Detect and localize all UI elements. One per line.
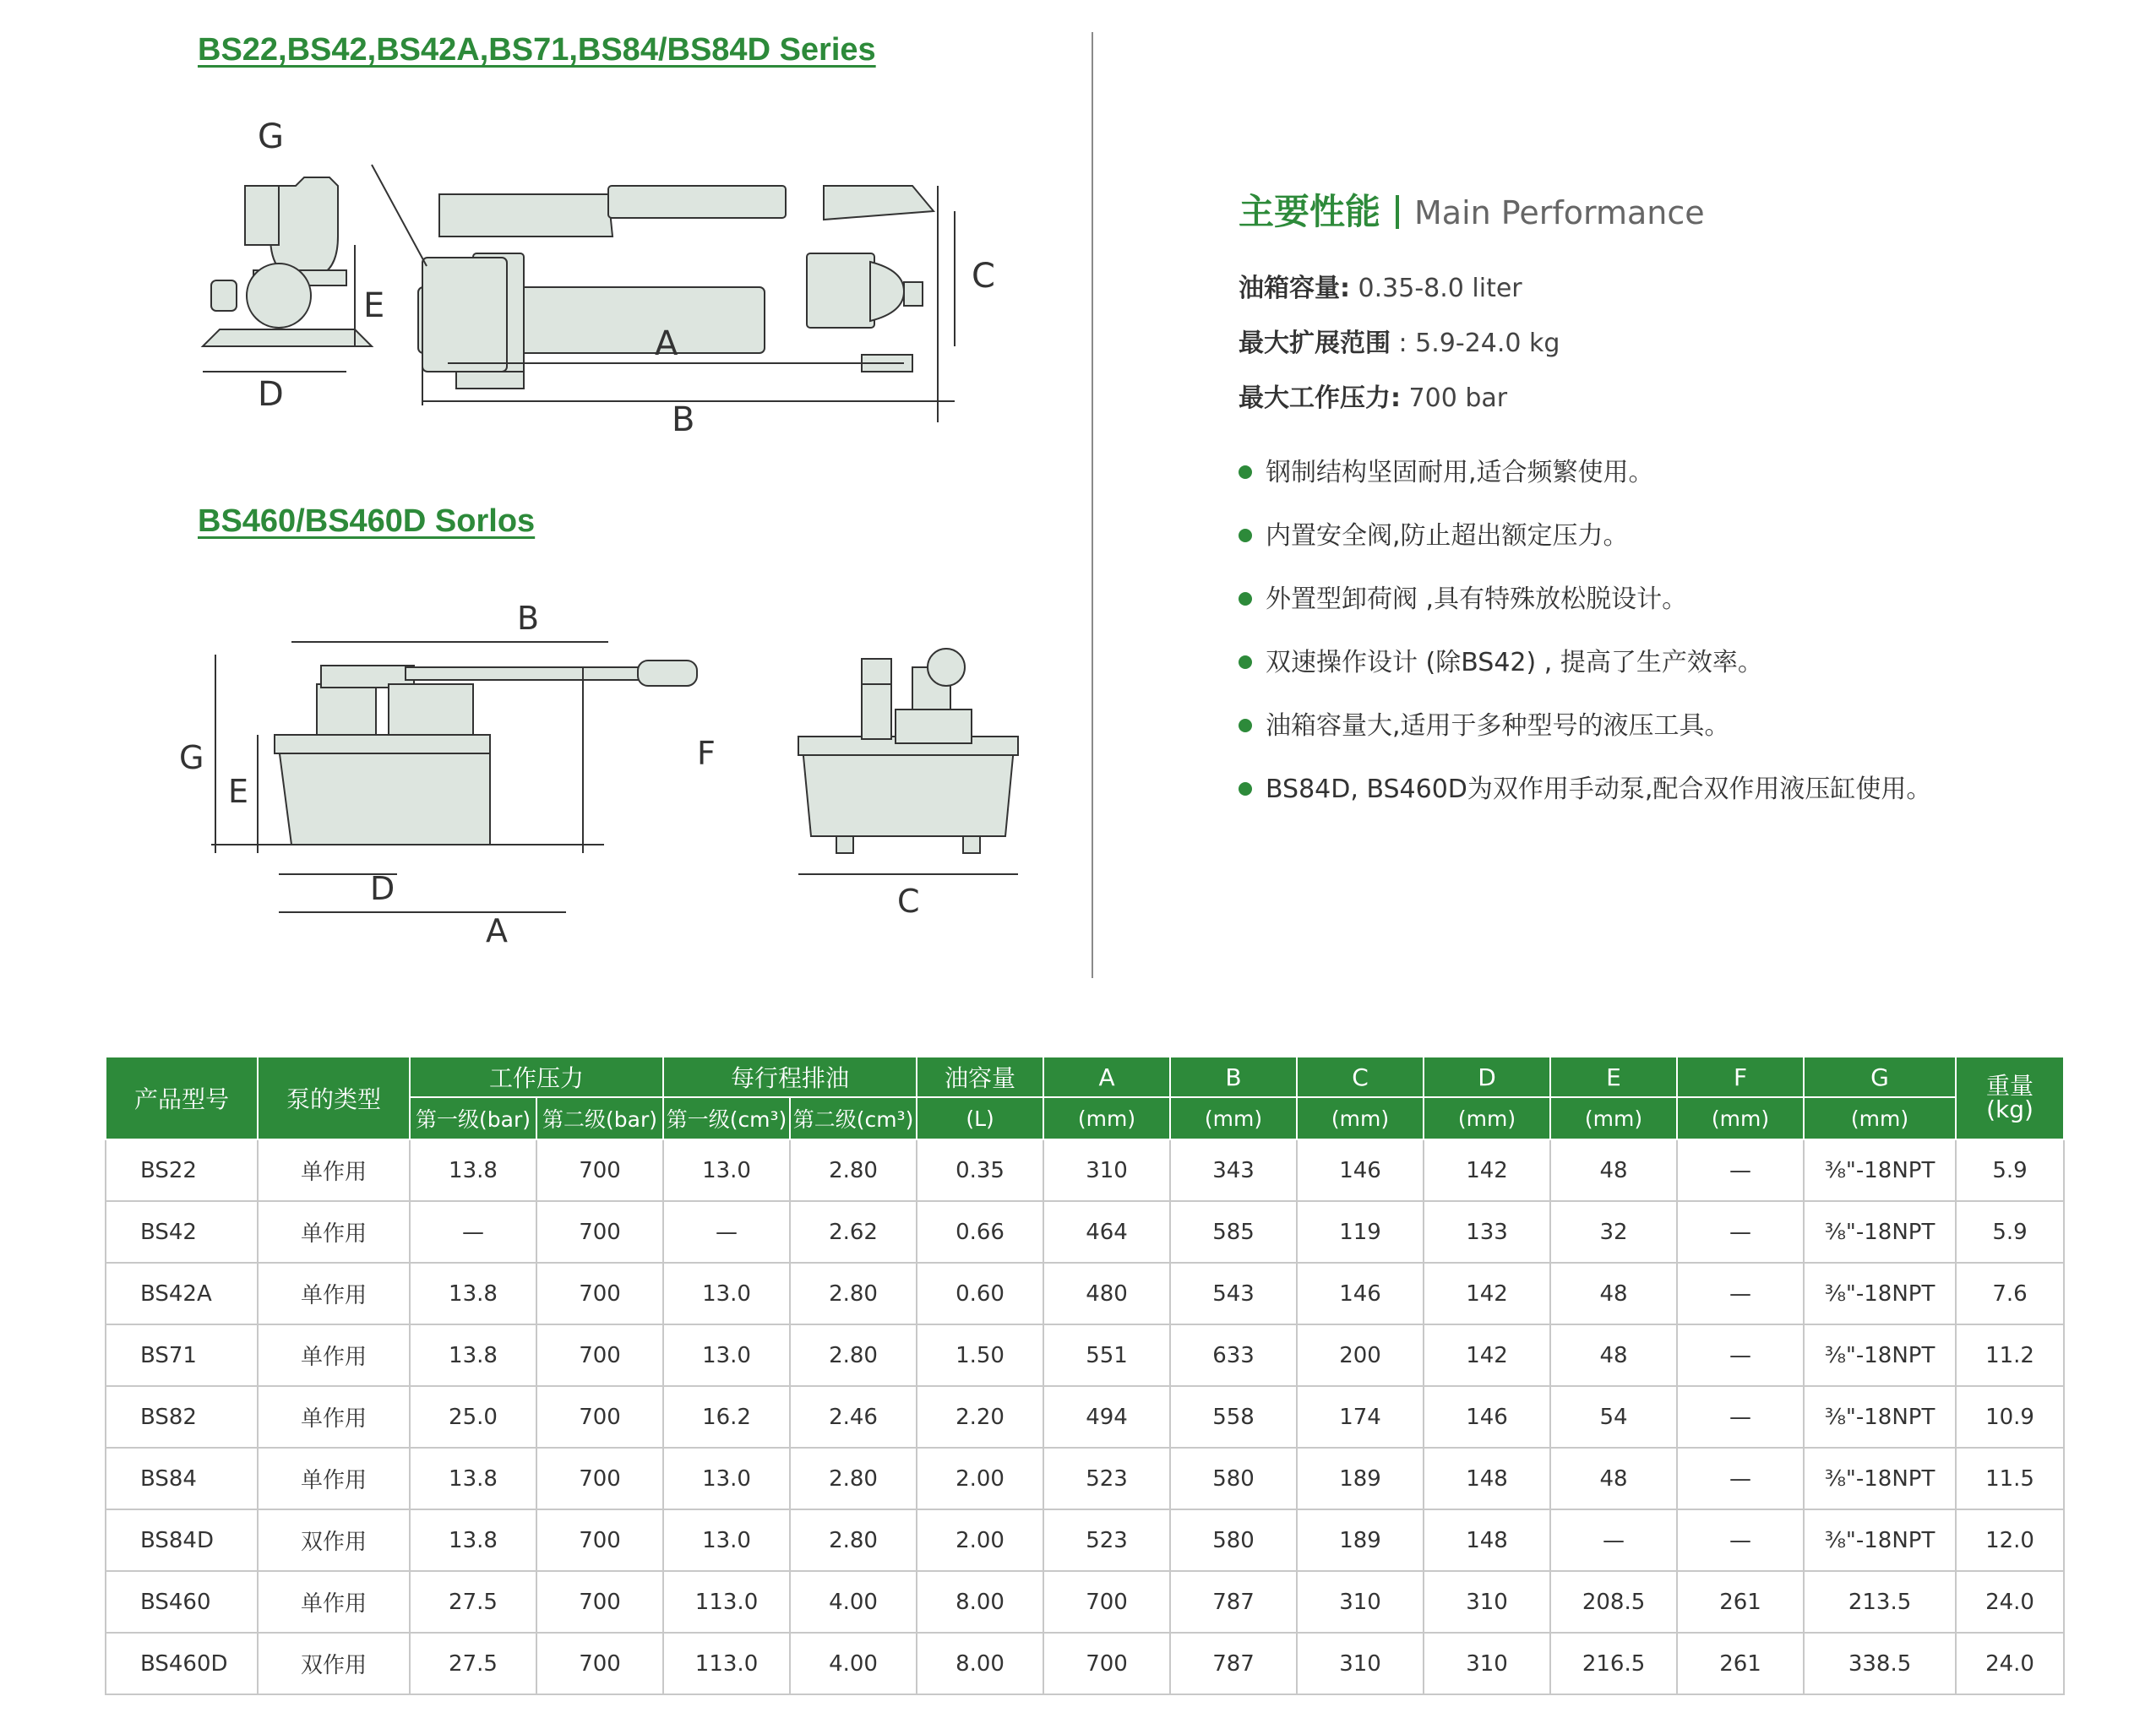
table-cell: 25.0 xyxy=(410,1386,536,1448)
table-cell: 4.00 xyxy=(790,1633,917,1694)
table-cell: 200 xyxy=(1297,1324,1424,1386)
table-cell: 146 xyxy=(1297,1263,1424,1324)
header-oil: 油容量 xyxy=(917,1057,1043,1097)
table-cell: 11.5 xyxy=(1956,1448,2064,1509)
table-cell: 523 xyxy=(1043,1448,1170,1509)
header-e-unit: (mm) xyxy=(1550,1097,1677,1139)
table-cell: 13.0 xyxy=(663,1324,790,1386)
table-cell: 148 xyxy=(1424,1509,1550,1571)
header-type: 泵的类型 xyxy=(258,1057,410,1139)
vertical-divider xyxy=(1092,32,1093,978)
dim-label-g2: G xyxy=(179,739,204,776)
header-a-unit: (mm) xyxy=(1043,1097,1170,1139)
table-cell: 700 xyxy=(1043,1633,1170,1694)
table-cell: 142 xyxy=(1424,1263,1550,1324)
header-pressure: 工作压力 xyxy=(410,1057,663,1097)
table-cell: 787 xyxy=(1170,1633,1297,1694)
table-cell: 5.9 xyxy=(1956,1139,2064,1201)
table-cell: — xyxy=(1677,1324,1804,1386)
table-cell: 146 xyxy=(1424,1386,1550,1448)
table-cell: 580 xyxy=(1170,1448,1297,1509)
table-row xyxy=(106,1263,2064,1324)
header-oil-unit: (L) xyxy=(917,1097,1043,1139)
table-cell: 13.8 xyxy=(410,1263,536,1324)
table-cell: 2.46 xyxy=(790,1386,917,1448)
table-cell: 700 xyxy=(536,1201,663,1263)
table-cell: 单作用 xyxy=(258,1571,410,1633)
spec-max-pressure: 最大工作压力: 700 bar xyxy=(1239,383,1508,413)
performance-heading-cn: 主要性能 xyxy=(1239,191,1381,232)
table-cell: — xyxy=(663,1201,790,1263)
table-cell: 单作用 xyxy=(258,1263,410,1324)
table-cell: 580 xyxy=(1170,1509,1297,1571)
spec-oil-capacity: 油箱容量: 0.35-8.0 liter xyxy=(1239,274,1522,303)
table-cell: 543 xyxy=(1170,1263,1297,1324)
table-cell: 2.80 xyxy=(790,1448,917,1509)
table-cell: 2.20 xyxy=(917,1386,1043,1448)
header-d2: 第二级(cm³) xyxy=(790,1097,917,1139)
table-cell: BS82 xyxy=(106,1386,258,1448)
table-cell: 310 xyxy=(1424,1633,1550,1694)
table-cell: 2.80 xyxy=(790,1139,917,1201)
table-cell: 48 xyxy=(1550,1263,1677,1324)
dim-label-a2: A xyxy=(486,912,508,949)
header-displacement: 每行程排油 xyxy=(663,1057,917,1097)
table-cell: 338.5 xyxy=(1804,1633,1956,1694)
table-cell: 2.00 xyxy=(917,1448,1043,1509)
table-cell: — xyxy=(1677,1263,1804,1324)
table-cell: 261 xyxy=(1677,1633,1804,1694)
table-cell: BS71 xyxy=(106,1324,258,1386)
table-cell: 24.0 xyxy=(1956,1571,2064,1633)
table-cell: BS460 xyxy=(106,1571,258,1633)
table-cell: 700 xyxy=(536,1448,663,1509)
table-cell: ⅜"-18NPT xyxy=(1804,1448,1956,1509)
dim-label-b2: B xyxy=(517,600,540,637)
table-cell: 700 xyxy=(536,1263,663,1324)
table-cell: 13.8 xyxy=(410,1448,536,1509)
table-cell: 5.9 xyxy=(1956,1201,2064,1263)
table-cell: 700 xyxy=(536,1324,663,1386)
table-cell: 8.00 xyxy=(917,1571,1043,1633)
dim-label-e2: E xyxy=(228,773,249,810)
table-cell: 单作用 xyxy=(258,1201,410,1263)
table-cell: 119 xyxy=(1297,1201,1424,1263)
header-c: C xyxy=(1297,1057,1424,1097)
table-cell: 310 xyxy=(1424,1571,1550,1633)
specification-table xyxy=(105,1056,2065,1695)
table-cell: 464 xyxy=(1043,1201,1170,1263)
bullet-icon xyxy=(1239,655,1252,669)
table-cell: 48 xyxy=(1550,1139,1677,1201)
table-cell: 148 xyxy=(1424,1448,1550,1509)
table-cell: 343 xyxy=(1170,1139,1297,1201)
table-cell: 双作用 xyxy=(258,1509,410,1571)
dim-label-e: E xyxy=(363,286,385,325)
table-cell: ⅜"-18NPT xyxy=(1804,1386,1956,1448)
table-cell: 单作用 xyxy=(258,1139,410,1201)
table-cell: 261 xyxy=(1677,1571,1804,1633)
table-cell: 2.00 xyxy=(917,1509,1043,1571)
header-d1: 第一级(cm³) xyxy=(663,1097,790,1139)
table-cell: 13.8 xyxy=(410,1139,536,1201)
table-body xyxy=(106,1139,2064,1694)
table-cell: 27.5 xyxy=(410,1633,536,1694)
heading-divider xyxy=(1396,195,1399,229)
table-row xyxy=(106,1324,2064,1386)
table-cell: — xyxy=(1677,1201,1804,1263)
table-cell: — xyxy=(410,1201,536,1263)
table-cell: 32 xyxy=(1550,1201,1677,1263)
table-cell: 7.6 xyxy=(1956,1263,2064,1324)
table-cell: 8.00 xyxy=(917,1633,1043,1694)
table-cell: BS460D xyxy=(106,1633,258,1694)
table-cell: 12.0 xyxy=(1956,1509,2064,1571)
table-cell: — xyxy=(1677,1448,1804,1509)
table-cell: 142 xyxy=(1424,1324,1550,1386)
table-cell: 1.50 xyxy=(917,1324,1043,1386)
header-b-unit: (mm) xyxy=(1170,1097,1297,1139)
table-cell: 0.66 xyxy=(917,1201,1043,1263)
table-cell: ⅜"-18NPT xyxy=(1804,1201,1956,1263)
table-cell: 310 xyxy=(1043,1139,1170,1201)
table-cell: 单作用 xyxy=(258,1324,410,1386)
header-p1: 第一级(bar) xyxy=(410,1097,536,1139)
table-cell: 700 xyxy=(536,1139,663,1201)
table-cell: 216.5 xyxy=(1550,1633,1677,1694)
table-cell: 700 xyxy=(536,1386,663,1448)
header-p2: 第二级(bar) xyxy=(536,1097,663,1139)
table-row xyxy=(106,1571,2064,1633)
table-cell: 双作用 xyxy=(258,1633,410,1694)
pump-drawing-bs22 xyxy=(169,101,995,456)
performance-heading-en: Main Performance xyxy=(1414,194,1705,231)
table-cell: 48 xyxy=(1550,1448,1677,1509)
header-d: D xyxy=(1424,1057,1550,1097)
pump-drawing-bs460 xyxy=(169,583,1056,963)
table-cell: 0.35 xyxy=(917,1139,1043,1201)
table-cell: 11.2 xyxy=(1956,1324,2064,1386)
table-cell: 142 xyxy=(1424,1139,1550,1201)
feature-item: 钢制结构坚固耐用,适合频繁使用。 xyxy=(1239,451,1654,488)
table-row xyxy=(106,1139,2064,1201)
table-cell: BS42A xyxy=(106,1263,258,1324)
series-title-bs22: BS22,BS42,BS42A,BS71,BS84/BS84D Series xyxy=(198,32,876,68)
table-cell: 16.2 xyxy=(663,1386,790,1448)
table-cell: 2.80 xyxy=(790,1263,917,1324)
header-c-unit: (mm) xyxy=(1297,1097,1424,1139)
table-cell: 585 xyxy=(1170,1201,1297,1263)
table-cell: 2.80 xyxy=(790,1509,917,1571)
table-cell: 10.9 xyxy=(1956,1386,2064,1448)
table-cell: 13.0 xyxy=(663,1448,790,1509)
table-cell: 13.0 xyxy=(663,1509,790,1571)
table-cell: 24.0 xyxy=(1956,1633,2064,1694)
table-cell: 0.60 xyxy=(917,1263,1043,1324)
performance-heading xyxy=(1239,184,1705,235)
table-cell: 13.8 xyxy=(410,1324,536,1386)
table-cell: ⅜"-18NPT xyxy=(1804,1263,1956,1324)
table-cell: 787 xyxy=(1170,1571,1297,1633)
table-cell: 113.0 xyxy=(663,1633,790,1694)
table-cell: — xyxy=(1550,1509,1677,1571)
table-cell: — xyxy=(1677,1386,1804,1448)
table-cell: 54 xyxy=(1550,1386,1677,1448)
header-b: B xyxy=(1170,1057,1297,1097)
table-row xyxy=(106,1386,2064,1448)
table-cell: — xyxy=(1677,1139,1804,1201)
bullet-icon xyxy=(1239,782,1252,796)
table-cell: ⅜"-18NPT xyxy=(1804,1139,1956,1201)
header-g-unit: (mm) xyxy=(1804,1097,1956,1139)
series-title-bs460: BS460/BS460D Sorlos xyxy=(198,503,536,539)
feature-item: BS84D, BS460D为双作用手动泵,配合双作用液压缸使用。 xyxy=(1239,768,1931,805)
table-cell: 27.5 xyxy=(410,1571,536,1633)
table-cell: 113.0 xyxy=(663,1571,790,1633)
table-cell: ⅜"-18NPT xyxy=(1804,1324,1956,1386)
table-cell: BS84D xyxy=(106,1509,258,1571)
table-cell: 单作用 xyxy=(258,1448,410,1509)
table-row xyxy=(106,1201,2064,1263)
table-cell: 700 xyxy=(536,1633,663,1694)
header-d-unit: (mm) xyxy=(1424,1097,1550,1139)
table-cell: 133 xyxy=(1424,1201,1550,1263)
dim-label-a: A xyxy=(655,324,678,363)
table-cell: 174 xyxy=(1297,1386,1424,1448)
bullet-icon xyxy=(1239,592,1252,606)
table-cell: 4.00 xyxy=(790,1571,917,1633)
table-cell: 551 xyxy=(1043,1324,1170,1386)
feature-item: 油箱容量大,适用于多种型号的液压工具。 xyxy=(1239,704,1730,742)
header-e: E xyxy=(1550,1057,1677,1097)
feature-item: 外置型卸荷阀 ,具有特殊放松脱设计。 xyxy=(1239,578,1687,615)
table-cell: 208.5 xyxy=(1550,1571,1677,1633)
table-cell: 700 xyxy=(1043,1571,1170,1633)
bullet-icon xyxy=(1239,465,1252,479)
table-cell: 480 xyxy=(1043,1263,1170,1324)
table-cell: 633 xyxy=(1170,1324,1297,1386)
dim-label-c2: C xyxy=(897,883,920,920)
feature-item: 双速操作设计 (除BS42) , 提高了生产效率。 xyxy=(1239,641,1763,678)
feature-item: 内置安全阀,防止超出额定压力。 xyxy=(1239,514,1629,552)
header-f: F xyxy=(1677,1057,1804,1097)
header-a: A xyxy=(1043,1057,1170,1097)
table-cell: BS22 xyxy=(106,1139,258,1201)
table-cell: BS42 xyxy=(106,1201,258,1263)
header-model: 产品型号 xyxy=(106,1057,258,1139)
table-cell: 700 xyxy=(536,1571,663,1633)
dim-label-g: G xyxy=(258,117,284,156)
table-row xyxy=(106,1509,2064,1571)
table-row xyxy=(106,1633,2064,1694)
dim-label-f2: F xyxy=(697,735,716,772)
table-cell: 13.0 xyxy=(663,1263,790,1324)
header-g: G xyxy=(1804,1057,1956,1097)
dim-label-b: B xyxy=(672,400,695,439)
table-cell: BS84 xyxy=(106,1448,258,1509)
table-cell: 2.80 xyxy=(790,1324,917,1386)
spec-weight-range: 最大扩展范围 : 5.9-24.0 kg xyxy=(1239,329,1560,358)
table-cell: 700 xyxy=(536,1509,663,1571)
table-cell: 单作用 xyxy=(258,1386,410,1448)
table-cell: 146 xyxy=(1297,1139,1424,1201)
table-cell: 189 xyxy=(1297,1448,1424,1509)
dim-label-d: D xyxy=(258,375,284,414)
table-cell: 310 xyxy=(1297,1571,1424,1633)
table-cell: 523 xyxy=(1043,1509,1170,1571)
bullet-icon xyxy=(1239,529,1252,542)
table-cell: 13.8 xyxy=(410,1509,536,1571)
bullet-icon xyxy=(1239,719,1252,732)
table-cell: 189 xyxy=(1297,1509,1424,1571)
table-cell: ⅜"-18NPT xyxy=(1804,1509,1956,1571)
table-cell: — xyxy=(1677,1509,1804,1571)
header-weight: 重量 (kg) xyxy=(1956,1057,2064,1139)
table-row xyxy=(106,1448,2064,1509)
table-cell: 310 xyxy=(1297,1633,1424,1694)
table-cell: 558 xyxy=(1170,1386,1297,1448)
dim-label-d2: D xyxy=(370,870,395,907)
table-cell: 48 xyxy=(1550,1324,1677,1386)
dim-label-c: C xyxy=(972,257,995,296)
table-cell: 213.5 xyxy=(1804,1571,1956,1633)
table-cell: 494 xyxy=(1043,1386,1170,1448)
header-f-unit: (mm) xyxy=(1677,1097,1804,1139)
table-cell: 13.0 xyxy=(663,1139,790,1201)
table-cell: 2.62 xyxy=(790,1201,917,1263)
